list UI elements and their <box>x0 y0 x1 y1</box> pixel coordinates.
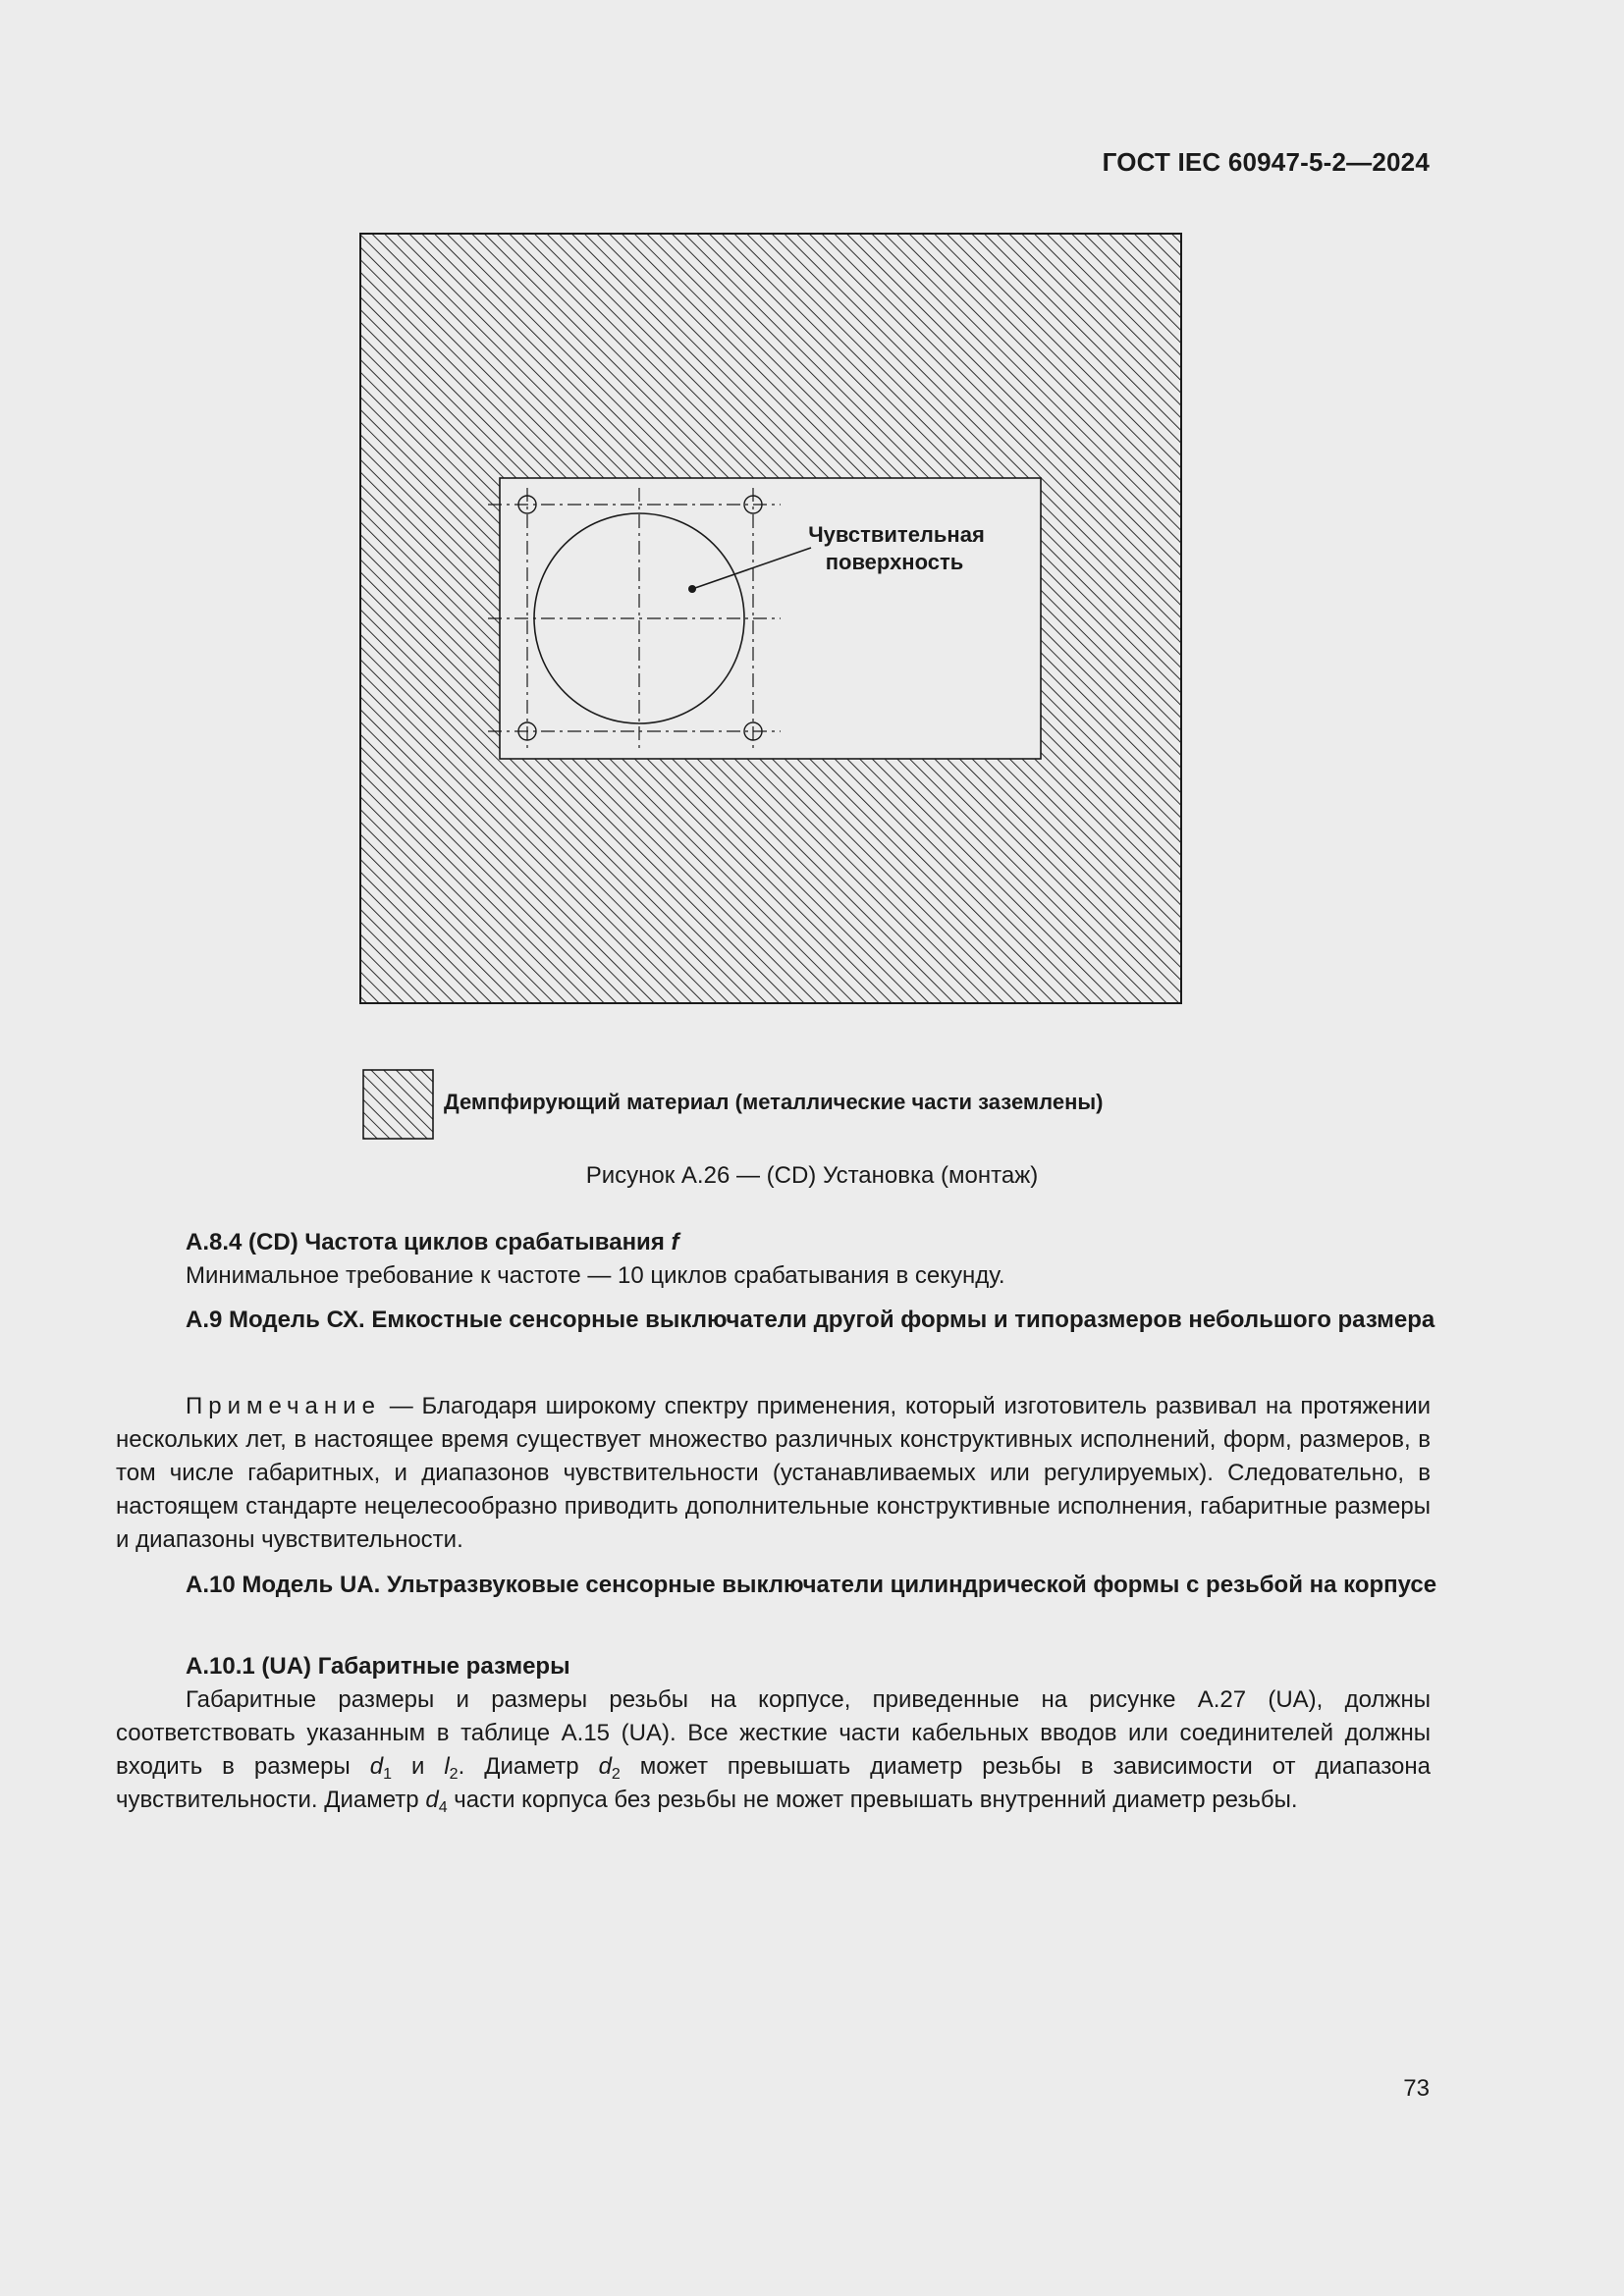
legend-label: Демпфирующий материал (металлические части заземлены) <box>444 1090 1104 1114</box>
section-a9-heading: А.9 Модель СХ. Емкостные сенсорные выключатели другой формы и типоразмеров небольшого размера <box>186 1307 1435 1333</box>
note-label: Примечание <box>186 1393 381 1419</box>
section-a84-heading: А.8.4 (CD) Частота циклов срабатывания f <box>186 1229 679 1255</box>
note-text: — Благодаря широкому спектру применения, который изготовитель развивал на протяжении нескольких лет, в настоящее время существует множество различных конструктивных исполнений, форм, размеров, в том числе габаритных, и диапазонов чувствительности (устанавливаемых или регулируемых). Следовательно, в настоящем стандарте нецелесообразно приводить дополнительные конструктивные исполнения, габаритные размеры и диапазоны чувствительности. <box>116 1393 1431 1553</box>
section-a84-body: Минимальное требование к частоте — 10 циклов срабатывания в секунду. <box>186 1262 1005 1289</box>
figure-caption: Рисунок А.26 — (CD) Установка (монтаж) <box>585 1162 1039 1189</box>
section-a9-note <box>116 1390 1431 1557</box>
section-a10-heading: А.10 Модель UA. Ультразвуковые сенсорные выключатели цилиндрической формы с резьбой на корпусе <box>186 1572 1437 1598</box>
leader-dot <box>688 585 696 593</box>
section-a101-heading: А.10.1 (UA) Габаритные размеры <box>186 1653 570 1680</box>
page-number: 73 <box>1403 2075 1430 2102</box>
section-a101-body: Габаритные размеры и размеры резьбы на корпусе, приведенные на рисунке А.27 (UA), должны соответствовать указанным в таблице А.15 (UA). Все жесткие части кабельных вводов или соединителей должны входить в размеры $d_1$ и $l_2$. Диаметр $d_2$ может превышать диаметр резьбы в зависимости от диапазона чувствительности. Диаметр $d_4$ части корпуса без резьбы не может превышать внутренний диаметр резьбы. <box>116 1686 1432 1816</box>
label-sensitive-line1: Чувствительная <box>808 522 985 547</box>
label-sensitive-line2: поверхность <box>825 550 964 574</box>
document-header: ГОСТ IEC 60947-5-2—2024 <box>1102 147 1430 177</box>
legend-swatch <box>363 1070 433 1139</box>
section-a84 <box>116 1226 1500 1293</box>
